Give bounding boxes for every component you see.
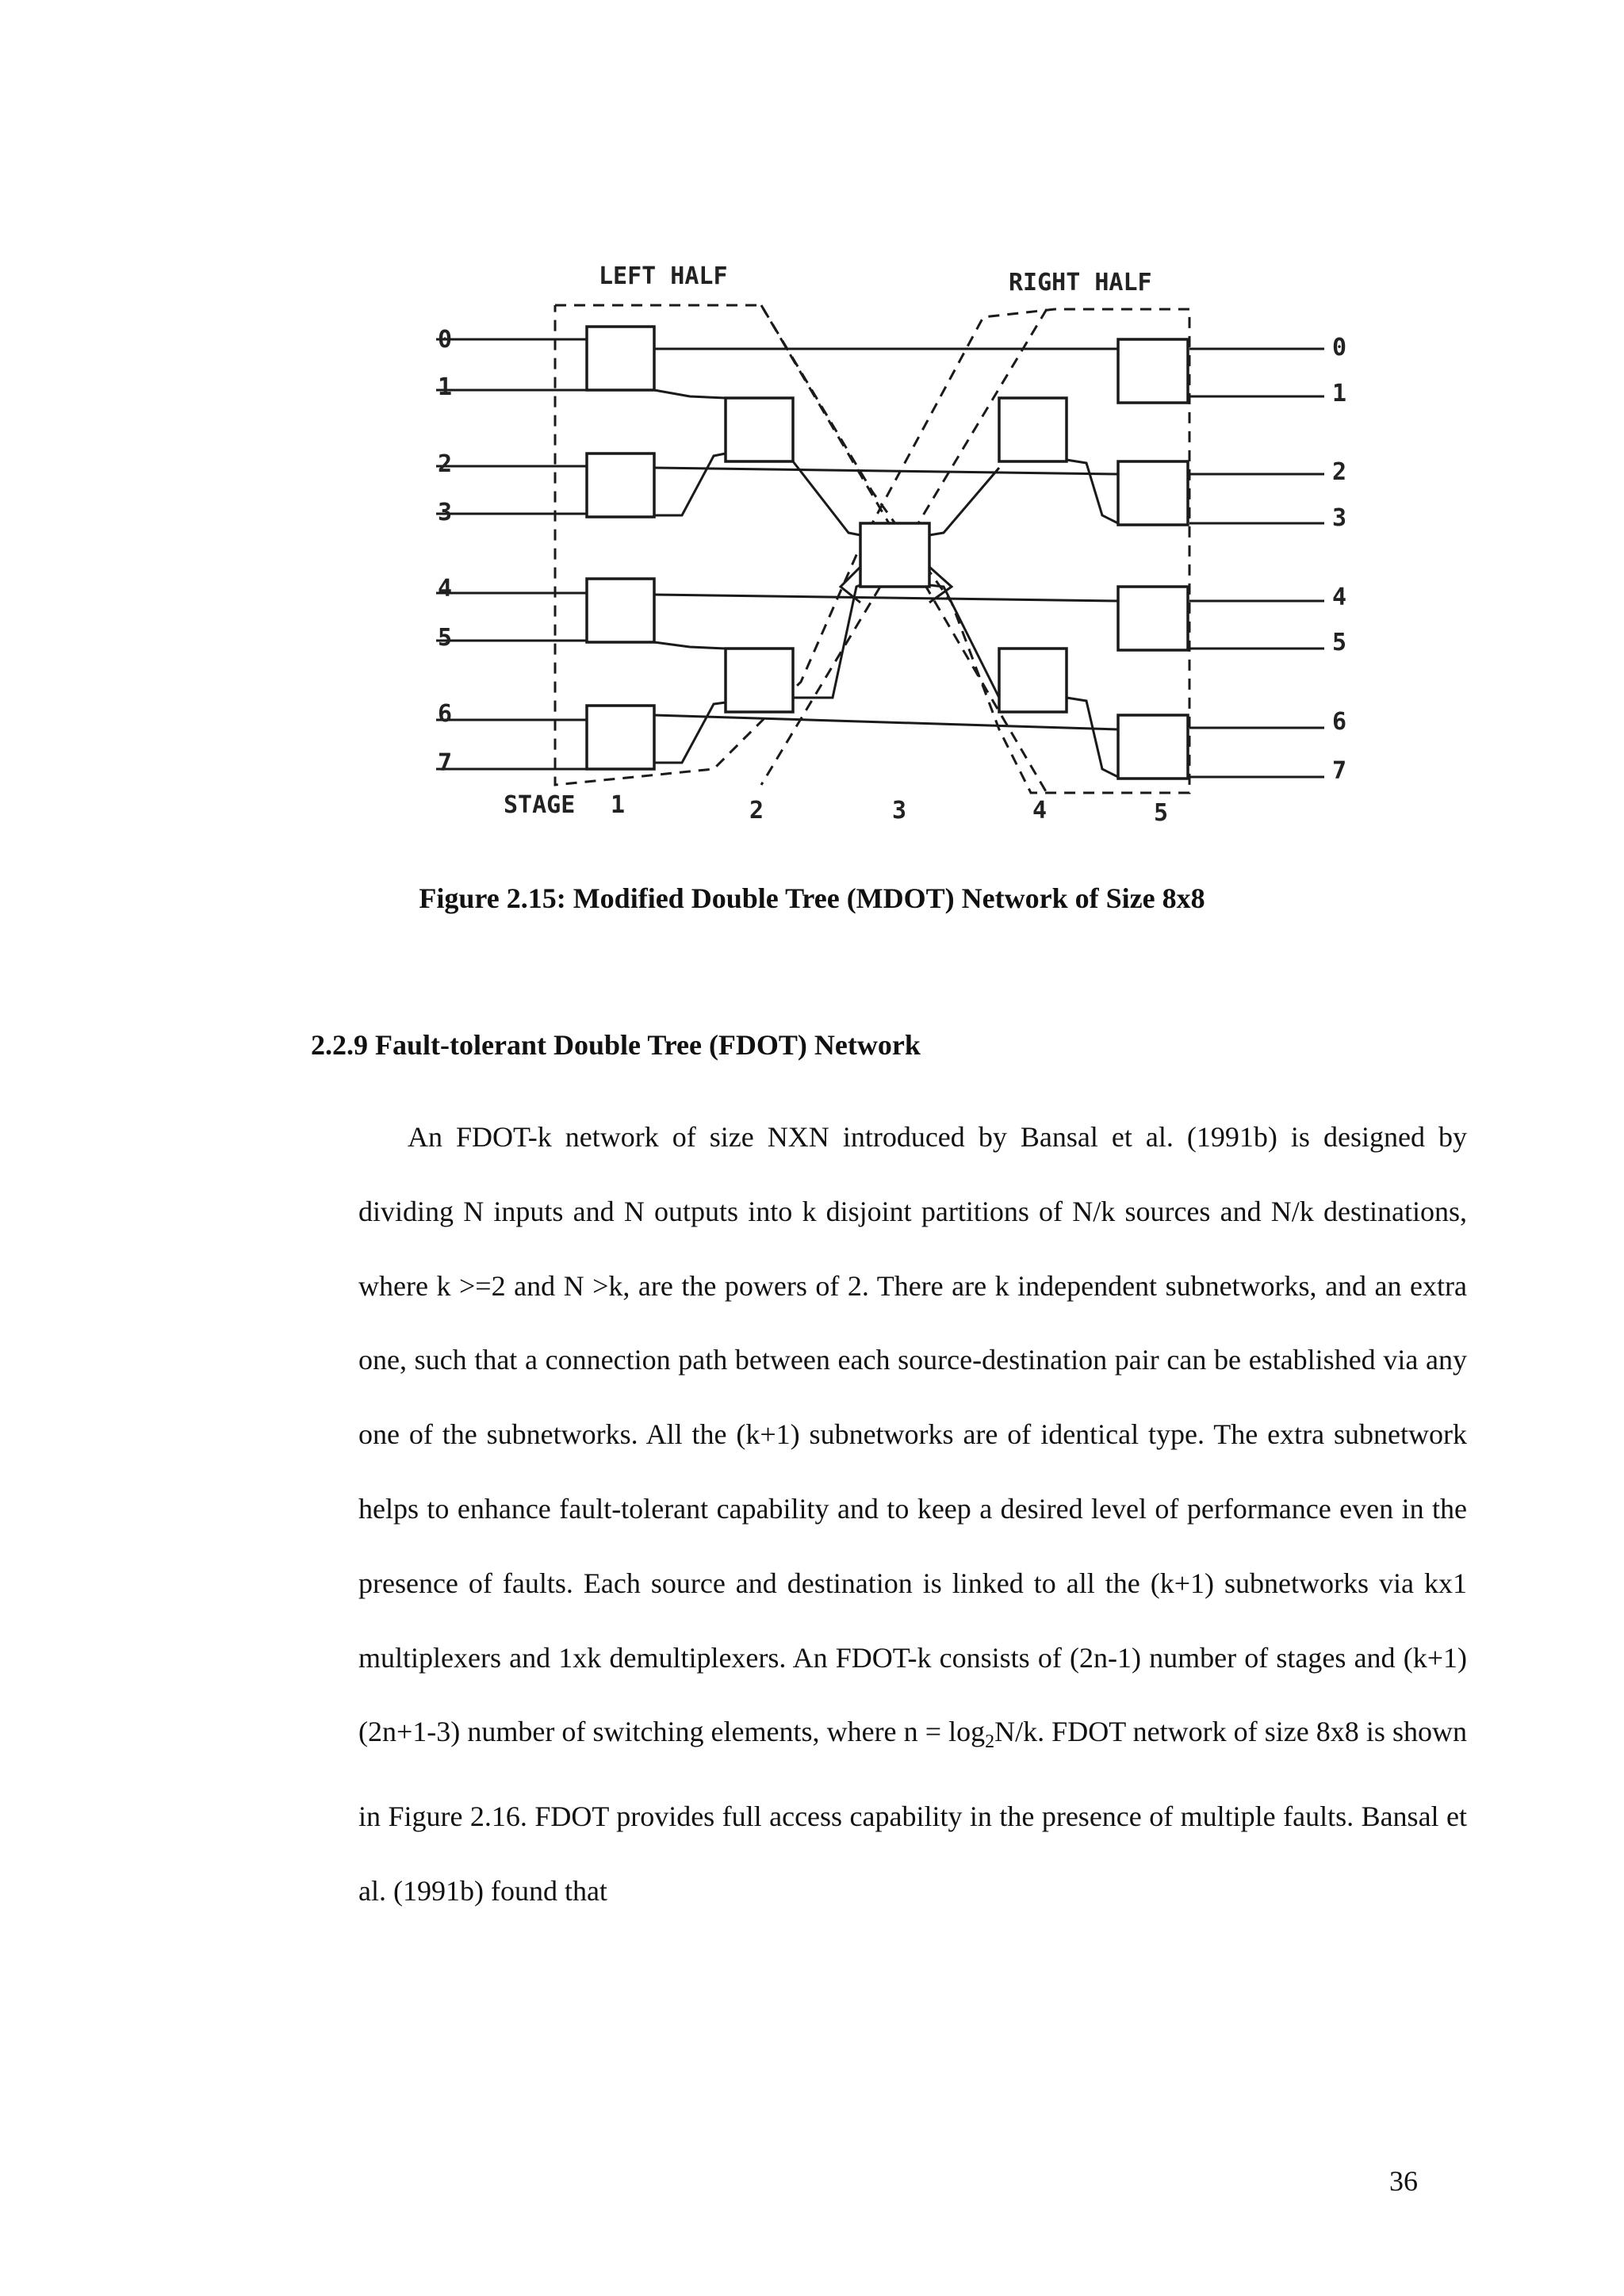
stage-label: STAGE bbox=[504, 791, 576, 819]
input-label: 4 bbox=[438, 575, 453, 603]
output-label: 7 bbox=[1332, 757, 1347, 785]
input-label: 3 bbox=[438, 499, 453, 526]
output-label: 5 bbox=[1332, 629, 1347, 656]
switch-s1-2 bbox=[587, 453, 654, 517]
output-label: 2 bbox=[1332, 458, 1347, 486]
left-half-label: LEFT HALF bbox=[599, 262, 728, 290]
output-label: 1 bbox=[1332, 380, 1347, 408]
mdot-network-diagram bbox=[428, 254, 1364, 864]
stage-number: 1 bbox=[611, 791, 626, 819]
paragraph-text: An FDOT-k network of size NXN introduced by Bansal et al. (1991b) is designed by dividing N inputs and N outputs into k disjoint partitions of N/k sources and N/k destinations, where k >=2 and N >k, are the powers of 2. There are k independent subnetworks, and an extra one, such that a connection path between each source-destination pair can be established via any one of the subnetworks. All the (k+1) subnetworks are of identical type. The extra subnetwork helps to enhance fault-tolerant capability and to keep a desired level of performance even in the presence of faults. Each source and destination is linked to all the (k+1) subnetworks via kx1 multiplexers and 1xk demultiplexers. An FDOT-k consists of (2n-1) number of stages and (k+1) (2n+1-3) number of switching elements, where n = log bbox=[358, 1121, 1467, 1748]
stage-number: 2 bbox=[749, 797, 764, 825]
switch-s1-4 bbox=[587, 706, 654, 769]
switch-s3-1 bbox=[860, 523, 929, 587]
output-label: 3 bbox=[1332, 504, 1347, 532]
input-label: 1 bbox=[438, 373, 453, 401]
page-number: 36 bbox=[1389, 2165, 1418, 2197]
stage-number: 3 bbox=[892, 797, 907, 825]
output-label: 6 bbox=[1332, 708, 1347, 736]
switch-s5-1 bbox=[1118, 339, 1188, 403]
switch-s4-2 bbox=[999, 649, 1067, 712]
input-label: 2 bbox=[438, 450, 453, 478]
switch-s5-4 bbox=[1118, 715, 1188, 779]
input-label: 7 bbox=[438, 749, 453, 777]
input-label: 0 bbox=[438, 326, 453, 354]
body-paragraph bbox=[358, 1100, 1467, 1929]
figure-caption: Figure 2.15: Modified Double Tree (MDOT) Network of Size 8x8 bbox=[419, 882, 1205, 914]
stage-number: 5 bbox=[1154, 799, 1169, 827]
mdot-network-figure bbox=[428, 254, 1364, 864]
switch-s5-2 bbox=[1118, 461, 1188, 525]
input-label: 5 bbox=[438, 624, 453, 652]
output-label: 0 bbox=[1332, 334, 1347, 362]
section-heading: 2.2.9 Fault-tolerant Double Tree (FDOT) Network bbox=[311, 1029, 921, 1061]
subscript: 2 bbox=[985, 1732, 995, 1753]
stage-number: 4 bbox=[1032, 797, 1048, 825]
output-labels bbox=[1332, 334, 1346, 785]
paragraph-text: N/k. FDOT network of size 8x8 is shown in Figure 2.16. FDOT provides full access capability in the presence of multiple faults. Bansal et al. (1991b) found that bbox=[358, 1716, 1467, 1908]
switch-s2-2 bbox=[726, 649, 793, 712]
switch-s1-1 bbox=[587, 327, 654, 390]
paragraph bbox=[358, 1100, 1467, 1929]
switch-s5-3 bbox=[1118, 587, 1188, 650]
input-label: 6 bbox=[438, 700, 453, 728]
switch-s4-1 bbox=[999, 398, 1067, 461]
input-labels bbox=[438, 326, 452, 777]
right-half-label: RIGHT HALF bbox=[1009, 269, 1152, 297]
switch-s2-1 bbox=[726, 398, 793, 461]
output-label: 4 bbox=[1332, 584, 1347, 611]
switch-s1-3 bbox=[587, 579, 654, 642]
